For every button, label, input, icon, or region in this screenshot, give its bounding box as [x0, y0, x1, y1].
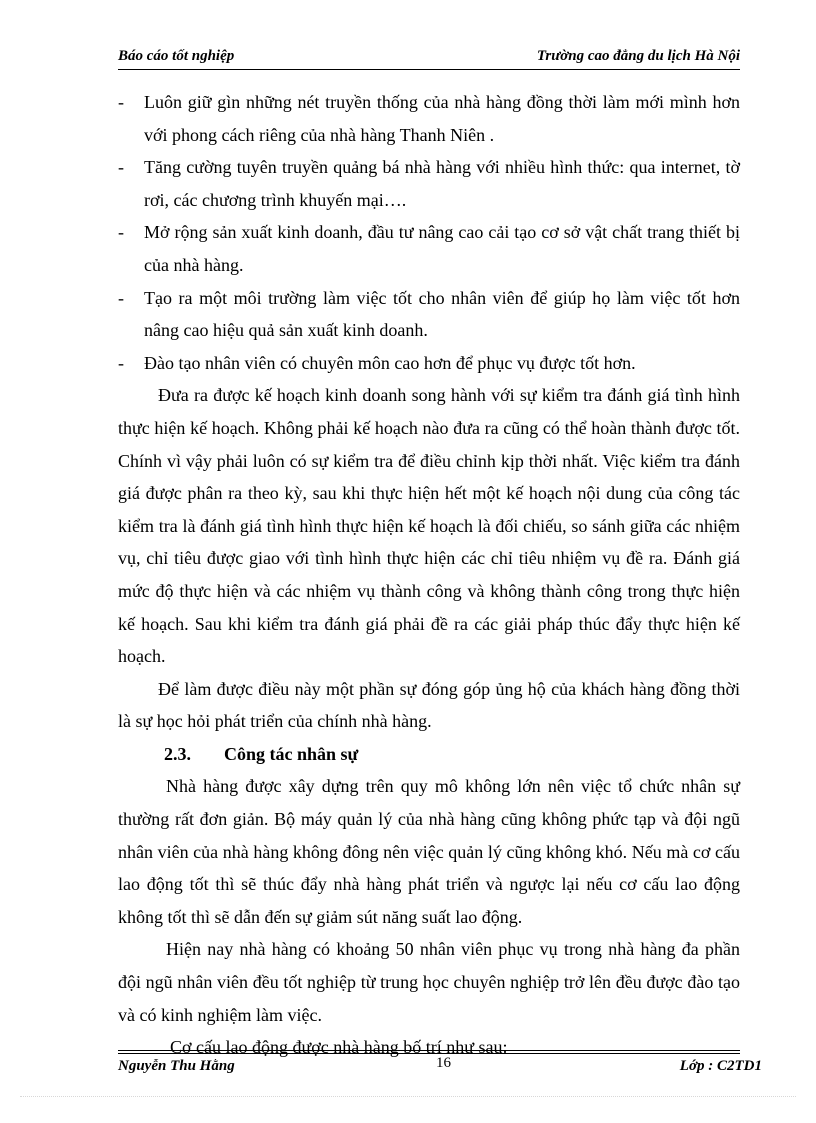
section-number: 2.3.: [164, 743, 191, 764]
page-body: [118, 86, 740, 1064]
bullet-text: Tăng cường tuyên truyền quảng bá nhà hàng với nhiều hình thức: qua internet, tờ rơi, các chương trình khuyến mại….: [144, 157, 740, 210]
header-divider: [118, 69, 740, 70]
bullet-dash: -: [118, 222, 124, 243]
page-header: [118, 48, 740, 68]
bullet-item: [118, 216, 740, 281]
paragraph-plan-evaluation: Đưa ra được kế hoạch kinh doanh song hành với sự kiểm tra đánh giá tình hình thực hiện kế hoạch. Không phải kế hoạch nào đưa ra cũng có thể hoàn thành được tốt. Chính vì vậy phải luôn có sự kiểm tra để điều chỉnh kịp thời nhất. Việc kiểm tra đánh giá được phân ra theo kỳ, sau khi thực hiện hết một kế hoạch nội dung của công tác kiểm tra là đánh giá tình hình thực hiện kế hoạch là đối chiếu, so sánh giữa các nhiệm vụ, chỉ tiêu được giao với tình hình thực hiện các chỉ tiêu nhiệm vụ đề ra. Đánh giá mức độ thực hiện và các nhiệm vụ thành công và không thành công trong thực hiện kế hoạch. Sau khi kiểm tra đánh giá phải đề ra các giải pháp thúc đẩy thực hiện kế hoạch.: [118, 385, 740, 667]
paragraph-customer-support: Để làm được điều này một phần sự đóng góp ủng hộ của khách hàng đồng thời là sự học hỏi phát triển của chính nhà hàng.: [118, 678, 740, 732]
bullet-dash: -: [118, 92, 124, 112]
footer-class: Lớp : C2TD1: [679, 1058, 762, 1074]
footer-divider-top: [118, 1050, 740, 1051]
bullet-text: Luôn giữ gìn những nét truyền thống của nhà hàng đồng thời làm mới mình hơn với phong cách riêng của nhà hàng Thanh Niên .: [144, 92, 740, 145]
bullet-item: [118, 282, 740, 347]
section-heading: [118, 738, 740, 771]
page-footer: [118, 1055, 762, 1078]
header-report-title: Báo cáo tốt nghiệp: [118, 48, 235, 64]
bullet-item: [118, 347, 740, 380]
bullet-text: Đào tạo nhân viên có chuyên môn cao hơn để phục vụ được tốt hơn.: [144, 352, 636, 373]
page-number: 16: [436, 1055, 451, 1071]
bullet-dash: -: [118, 287, 124, 308]
paragraph-staff-count: Hiện nay nhà hàng có khoảng 50 nhân viên phục vụ trong nhà hàng đa phần đội ngũ nhân viên đều tốt nghiệp từ trung học chuyên nghiệp trở lên đều được đào tạo và có kinh nghiệm làm việc.: [118, 939, 740, 1025]
bullet-item: [118, 151, 740, 216]
paragraph-labor-structure-intro: Cơ cấu lao động được nhà hàng bố trí như sau:: [170, 1037, 508, 1058]
bullet-dash: -: [118, 157, 124, 178]
section-title: Công tác nhân sự: [224, 743, 359, 764]
footer-divider-bottom: [118, 1053, 740, 1054]
bullet-dash: -: [118, 352, 124, 373]
bullet-text: Tạo ra một môi trường làm việc tốt cho nhân viên để giúp họ làm việc tốt hơn nâng cao hiệu quả sản xuất kinh doanh.: [144, 287, 740, 341]
footer-author: Nguyễn Thu Hằng: [118, 1058, 235, 1074]
header-school-name: Trường cao đẳng du lịch Hà Nội: [536, 48, 740, 64]
page-edge-dots: [20, 1096, 796, 1097]
bullet-item: [118, 86, 740, 151]
bullet-text: Mở rộng sản xuất kinh doanh, đầu tư nâng cao cải tạo cơ sở vật chất trang thiết bị của nhà hàng.: [144, 222, 740, 275]
paragraph-staff-organization: Nhà hàng được xây dựng trên quy mô không lớn nên việc tổ chức nhân sự thường rất đơn giản. Bộ máy quản lý của nhà hàng cũng không phức tạp và đội ngũ nhân viên của nhà hàng không đông nên việc quản lý cũng không khó. Nếu mà cơ cấu lao động tốt thì sẽ thúc đẩy nhà hàng phát triển và ngược lại nếu cơ cấu lao động không tốt thì sẽ dẫn đến sự giảm sút năng suất lao động.: [118, 776, 740, 927]
